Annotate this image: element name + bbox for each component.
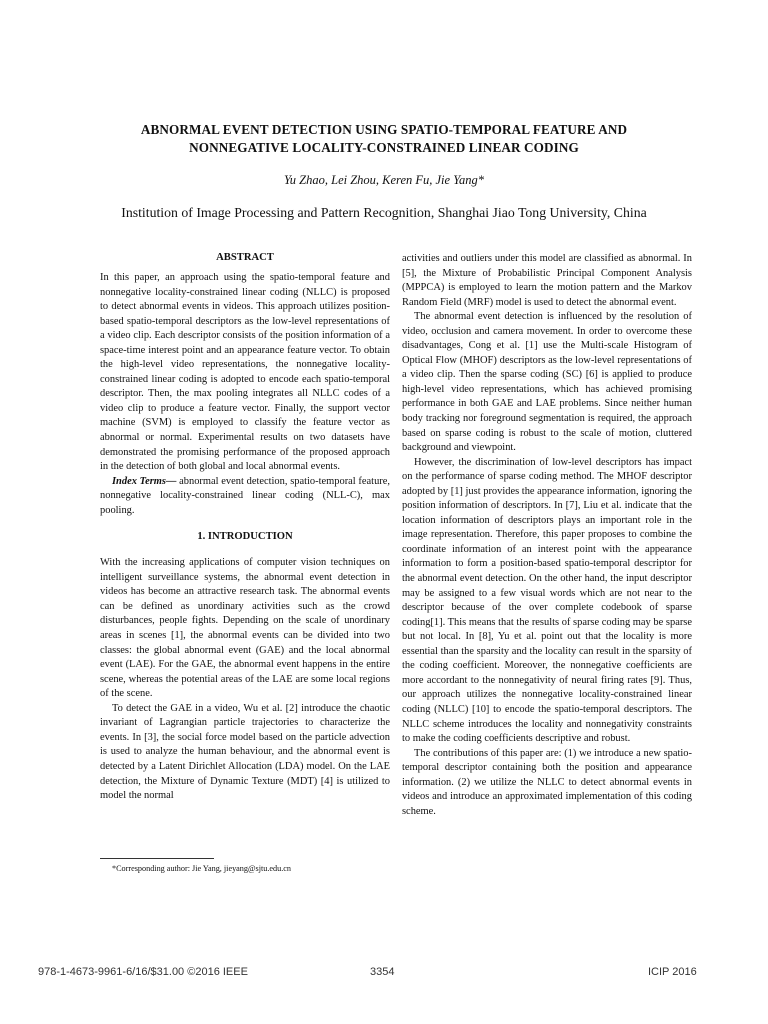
index-terms-text: abnormal event detection, spatio-temporal feature, nonnegative locality-constrained linear coding (NLL-C), max pooling.: [100, 475, 391, 516]
affiliation: Institution of Image Processing and Pattern Recognition, Shanghai Jiao Tong University, China: [121, 205, 647, 220]
right-paragraph-2: The abnormal event detection is influenced by the resolution of video, occlusion and camera movement. In order to overcome these disadvantages, Cong et al. [1] use the Multi-scale Histogram of Optical Flow (MHOF) descriptors as the low-level representations of a video clip. Then the sparse coding (SC) [6] is applied to produce high-level video representations, which has achieved promising performance in both GAE and LAE problems. Since neither human body tracking nor foreground segmentation is required, the approach based on sparse coding is robust to the scale of motion, cluttered background and viewpoint.: [402, 311, 692, 454]
left-column: [100, 251, 390, 804]
introduction-heading: 1. INTRODUCTION: [197, 531, 293, 543]
footer-conference: ICIP 2016: [648, 966, 697, 978]
footer-copyright: 978-1-4673-9961-6/16/$31.00 ©2016 IEEE: [38, 966, 248, 978]
footnote: *Corresponding author: Jie Yang, jieyang@sjtu.edu.cn: [112, 864, 291, 873]
right-paragraph-3: However, the discrimination of low-level descriptors has impact on the performance of sparse coding method. The MHOF descriptor adopted by [1] just provides the appearance information, ignoring the position information of descriptors. In [7], Liu et al. indicate that the location information of descriptors plays an important role in the image representation. Therefore, this paper proposes to combine the coordinate information of an interest point with the appearance information to form a position-based spatio-temporal descriptor for the abnormal event detection. On the other hand, the input descriptor may be assigned to a few visual words which are not near to the descriptor because of the over complete codebook of sparse coding[1]. This means that the results of sparse coding may be sparse but not local. In [8], Yu et al. point out that the locality is more essential than the sparsity and the locality can result in the sparsity of the coding coefficient. Moreover, the nonnegative coefficients are more accordant to the nonnegativity of neural firing rates [9]. Thus, our approach utilizes the nonnegative locality-constrained linear coding (NLLC) [10] to encode the spatio-temporal descriptors. The NLLC scheme introduces the locality and nonnegativity constraints to make the coding coefficients descriptive and robust.: [402, 456, 692, 745]
paper-title: [60, 121, 708, 157]
footnote-rule: [100, 858, 214, 859]
index-terms-label: Index Terms—: [112, 475, 177, 487]
intro-paragraph-1: With the increasing applications of computer vision techniques on intelligent surveillance systems, the abnormal event detection in videos has become an attractive research task. The abnormal events can be defined as unordinary activities such as the crowd disturbances, people fights. Depending on the scale of unordinary areas in scenes [1], the abnormal events can be divided into two classes: the global abnormal event (GAE) and the local abnormal event (LAE). For the GAE, the abnormal event happens in the entire scene, whereas the potential areas of the LAE are some local regions of the scene.: [100, 557, 390, 700]
right-column: [402, 252, 692, 819]
footer-page-number: 3354: [370, 966, 395, 978]
intro-paragraph-2: To detect the GAE in a video, Wu et al. [2] introduce the chaotic invariant of Lagrangian particle trajectories to characterize the events. In [3], the social force model based on the particle advection is used to analyze the human behaviour, and the abnormal event is detected by a Latent Dirichlet Allocation (LDA) model. On the LAE detection, the Mixture of Dynamic Texture (MDT) [4] is utilized to model the normal: [100, 702, 390, 802]
right-paragraph-4: The contributions of this paper are: (1) we introduce a new spatio-temporal descriptor containing both the position and appearance information. (2) we utilize the NLLC to detect abnormal events in videos and introduce an approximated implementation of this coding scheme.: [402, 747, 692, 817]
abstract-body: In this paper, an approach using the spatio-temporal feature and nonnegative locality-constrained linear coding (NLLC) is proposed to detect abnormal events in videos. This approach utilizes position-based spatio-temporal descriptors as the low-level representations of a video clip. Each descriptor consists of the position information of a space-time interest point and an appearance feature vector. To obtain the high-level video representations, the nonnegative locality-constrained linear coding is adopted to encode each spatio-temporal descriptor. Then, the max pooling integrates all NLLC codes of a video clip to produce a feature vector. Finally, the support vector machine (SVM) is employed to classify the feature vector as abnormal or normal. Experimental results on two datasets have demonstrated the promising performance of the proposed approach in the detection of both global and local abnormal events.: [100, 272, 390, 473]
right-paragraph-1: activities and outliers under this model are classified as abnormal. In [5], the Mixture of Probabilistic Principal Component Analysis (MPPCA) is employed to learn the motion pattern and the Markov Random Field (MRF) model is used to detect the abnormal event.: [402, 253, 692, 308]
title-line-1: ABNORMAL EVENT DETECTION USING SPATIO-TEMPORAL FEATURE AND: [140, 122, 628, 137]
abstract-heading: ABSTRACT: [216, 252, 274, 263]
index-terms: [100, 475, 390, 519]
title-line-2: NONNEGATIVE LOCALITY-CONSTRAINED LINEAR CODING: [189, 140, 579, 155]
author-list: Yu Zhao, Lei Zhou, Keren Fu, Jie Yang*: [283, 173, 485, 187]
